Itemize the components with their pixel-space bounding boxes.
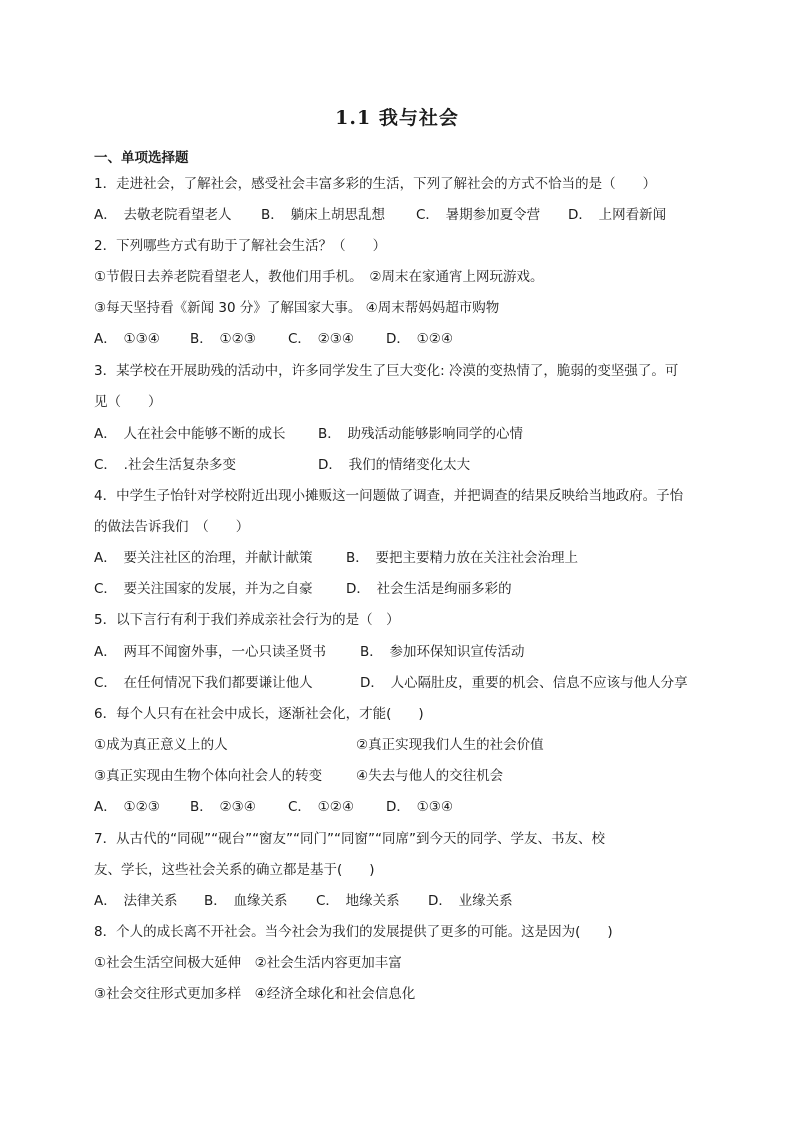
statement-3: ③真正实现由生物个体向社会人的转变	[94, 768, 323, 784]
option-c: C． 暑期参加夏令营	[416, 207, 541, 223]
option-b: B． 血缘关系	[204, 893, 288, 909]
question-2-stem: 2．下列哪些方式有助于了解社会生活？（ ）	[94, 238, 387, 254]
question-3-stem-line-2: 见（ ）	[94, 394, 162, 410]
question-1-stem: 1．走进社会，了解社会，感受社会丰富多彩的生活，下列了解社会的方式不恰当的是（ ）	[94, 176, 657, 192]
option-d: D． ①②④	[386, 331, 453, 347]
option-a: A． ①②③	[94, 799, 160, 815]
statement-1: ①成为真正意义上的人	[94, 737, 228, 753]
option-b: B． 参加环保知识宣传活动	[360, 644, 525, 660]
option-a: A． 法律关系	[94, 893, 178, 909]
option-b: B． 要把主要精力放在关注社会治理上	[346, 550, 579, 566]
option-a: A． 人在社会中能够不断的成长	[94, 426, 286, 442]
page-title: 1.1 我与社会	[335, 107, 459, 129]
question-4-stem-line-2: 的做法告诉我们 （ ）	[94, 519, 250, 535]
question-2-statement-line-2: ③每天坚持看《新闻 30 分》了解国家大事。 ④周末帮妈妈超市购物	[94, 300, 500, 316]
option-d: D． 业缘关系	[428, 893, 513, 909]
option-c: C． 在任何情况下我们都要谦让他人	[94, 675, 313, 691]
question-2-statement-line-1: ①节假日去养老院看望老人，教他们用手机。 ②周末在家通宵上网玩游戏。	[94, 269, 544, 285]
option-b: B． ①②③	[190, 331, 256, 347]
question-5-stem: 5．以下言行有利于我们养成亲社会行为的是（ ）	[94, 612, 400, 628]
option-c: C． 要关注国家的发展，并为之自豪	[94, 581, 313, 597]
question-8-statement-line-2: ③社会交往形式更加多样 ④经济全球化和社会信息化	[94, 986, 416, 1002]
question-7-stem-line-1: 7．从古代的“同砚”“砚台”“窗友”“同门”“同窗”“同席”到今天的同学、学友、书友、校	[94, 831, 606, 847]
option-a: A． 要关注社区的治理，并献计献策	[94, 550, 313, 566]
question-4-stem-line-1: 4．中学生子怡针对学校附近出现小摊贩这一问题做了调查，并把调查的结果反映给当地政府。子怡	[94, 488, 684, 504]
question-3-stem-line-1: 3．某学校在开展助残的活动中，许多同学发生了巨大变化: 冷漠的变热情了，脆弱的变坚强了。可	[94, 363, 679, 379]
option-c: C． .社会生活复杂多变	[94, 457, 236, 473]
question-7-stem-line-2: 友、学长，这些社会关系的确立都是基于( )	[94, 862, 375, 878]
question-8-stem: 8．个人的成长离不开社会。当今社会为我们的发展提供了更多的可能。这是因为( )	[94, 924, 613, 940]
section-heading: 一、单项选择题	[94, 150, 189, 166]
option-b: B． ②③④	[190, 799, 256, 815]
option-d: D． 我们的情绪变化太大	[318, 457, 471, 473]
option-d: D． 人心隔肚皮，重要的机会、信息不应该与他人分享	[360, 675, 688, 691]
option-d: D． 上网看新闻	[568, 207, 667, 223]
statement-2: ②真正实现我们人生的社会价值	[356, 737, 544, 753]
option-a: A． 去敬老院看望老人	[94, 207, 232, 223]
statement-4: ④失去与他人的交往机会	[356, 768, 504, 784]
option-d: D． 社会生活是绚丽多彩的	[346, 581, 512, 597]
question-6-stem: 6．每个人只有在社会中成长，逐渐社会化，才能( )	[94, 706, 424, 722]
option-b: B． 助残活动能够影响同学的心情	[318, 426, 524, 442]
question-8-statement-line-1: ①社会生活空间极大延伸 ②社会生活内容更加丰富	[94, 955, 402, 971]
option-a: A． 两耳不闻窗外事，一心只读圣贤书	[94, 644, 326, 660]
option-c: C． ①②④	[288, 799, 354, 815]
option-d: D． ①③④	[386, 799, 453, 815]
option-b: B． 躺床上胡思乱想	[261, 207, 386, 223]
option-a: A． ①③④	[94, 331, 160, 347]
option-c: C． ②③④	[288, 331, 354, 347]
option-c: C． 地缘关系	[316, 893, 400, 909]
